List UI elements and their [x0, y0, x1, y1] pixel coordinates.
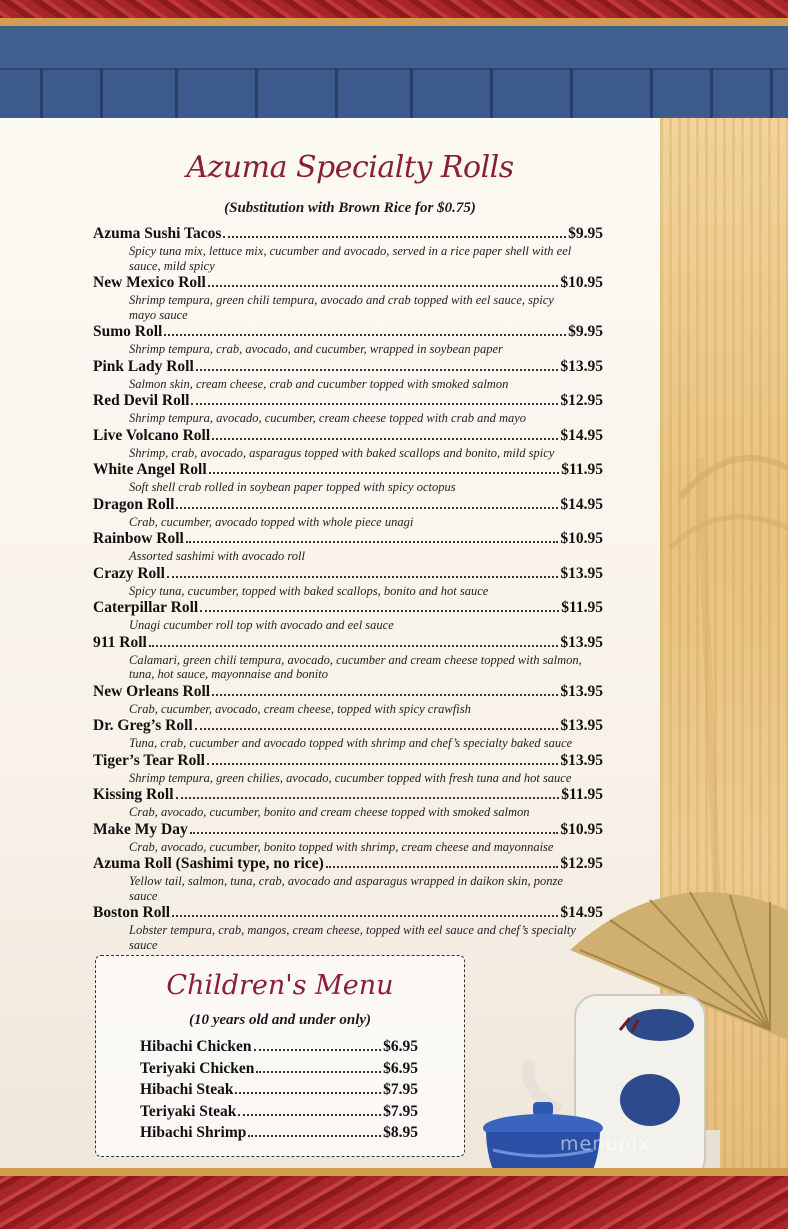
dot-leader [186, 529, 559, 543]
menu-item-name: Kissing Roll [93, 786, 174, 803]
menu-item-row [93, 785, 603, 805]
menu-item-price: $10.95 [560, 820, 603, 838]
dot-leader [326, 854, 559, 868]
menu-item-description: Soft shell crab rolled in soybean paper topped with spicy octopus [129, 480, 456, 494]
menu-item-description: Tuna, crab, cucumber and avocado topped with shrimp and chef’s specialty baked sauce [129, 736, 573, 750]
menu-item-price: $9.95 [568, 323, 603, 340]
menu-item-name: Dragon Roll [93, 495, 175, 513]
menu-item-price: $11.95 [561, 461, 603, 478]
menu-item-row [93, 564, 603, 584]
menu-item [93, 224, 603, 273]
menu-item [93, 273, 603, 322]
childrens-menu-title: Children's Menu [166, 970, 394, 1001]
curtain-slit [255, 68, 258, 118]
specialty-rolls-subtitle: (Substitution with Brown Rice for $0.75) [224, 200, 476, 216]
dot-leader [238, 1103, 381, 1116]
menu-item-description: Shrimp tempura, crab, avocado, and cucumber, wrapped in soybean paper [129, 342, 503, 356]
menu-item-name: Live Volcano Roll [93, 426, 211, 444]
dot-leader [172, 903, 558, 917]
childrens-menu-item [140, 1036, 418, 1058]
menu-item-row [93, 529, 603, 549]
menu-item [93, 529, 603, 564]
curtain-slit [335, 68, 338, 118]
dot-leader [195, 716, 559, 730]
menu-item-price: $13.95 [560, 357, 603, 375]
dot-leader [164, 322, 566, 336]
menu-item-description: Yellow tail, salmon, tuna, crab, avocado and asparagus wrapped in daikon skin, ponze sauce [129, 874, 563, 903]
dot-leader [212, 682, 558, 696]
curtain-slit [410, 68, 413, 118]
menu-item-price: $10.95 [560, 530, 603, 547]
dot-leader [207, 751, 558, 765]
dot-leader [254, 1038, 382, 1051]
menu-item-row [93, 820, 603, 840]
menu-item-description: Spicy tuna, cucumber, topped with baked scallops, bonito and hot sauce [129, 583, 489, 598]
menu-item-name: Sumo Roll [93, 323, 163, 340]
menu-item-price: $14.95 [560, 904, 603, 921]
menu-item-row [93, 633, 603, 653]
menu-item-name: White Angel Roll [93, 461, 207, 478]
menu-item-name: Azuma Roll (Sashimi type, no rice) [93, 855, 324, 872]
watermark-logo: menupix [560, 1133, 650, 1155]
specialty-rolls-title: Azuma Specialty Rolls [186, 150, 514, 185]
curtain-slit [175, 68, 178, 118]
dot-leader [212, 426, 558, 440]
menu-item-row [93, 357, 603, 377]
menu-item-price: $7.95 [383, 1102, 418, 1120]
menu-item-row [93, 391, 603, 411]
dot-leader [191, 391, 558, 405]
menu-item-name: Tiger’s Tear Roll [93, 751, 205, 769]
menu-item-name: Pink Lady Roll [93, 357, 194, 375]
menu-item-price: $14.95 [560, 495, 603, 513]
menu-item-price: $10.95 [560, 274, 603, 291]
menu-item [93, 751, 603, 786]
menu-item-description: Crab, cucumber, avocado, cream cheese, topped with spicy crawfish [129, 701, 471, 716]
menu-item-description: Shrimp, crab, avocado, asparagus topped with baked scallops and bonito, mild spicy [129, 445, 555, 460]
menu-item-price: $9.95 [568, 225, 603, 242]
menu-item [93, 391, 603, 426]
menu-item-description: Spicy tuna mix, lettuce mix, cucumber and avocado, served in a rice paper shell with eel sauce, mild spicy [129, 244, 572, 273]
menu-item-name: Boston Roll [93, 904, 171, 921]
menu-item-name: Hibachi Shrimp [140, 1124, 247, 1141]
top-gold-strip [0, 18, 788, 26]
menu-item-description: Calamari, green chili tempura, avocado, cucumber and cream cheese topped with salmon, tuna, hot sauce, mayonnaise and bonito [129, 652, 582, 681]
menu-item-name: Teriyaki Steak [140, 1102, 237, 1120]
menu-item-row [93, 426, 603, 446]
dot-leader [176, 785, 560, 799]
dot-leader [248, 1124, 381, 1137]
menu-item [93, 598, 603, 633]
menu-item-description: Lobster tempura, crab, mangos, cream cheese, topped with eel sauce and chef’s specialty sauce [129, 923, 576, 952]
menu-item-price: $11.95 [561, 599, 603, 616]
dot-leader [176, 495, 558, 509]
dot-leader [167, 564, 558, 578]
menu-item-name: New Orleans Roll [93, 682, 211, 700]
menu-item-name: Hibachi Chicken [140, 1038, 252, 1055]
curtain-slit [770, 68, 773, 118]
menu-item-name: Make My Day [93, 820, 188, 838]
menu-item-row [93, 716, 603, 736]
menu-item-name: Azuma Sushi Tacos [93, 225, 222, 242]
dot-leader [190, 820, 559, 834]
menu-item-name: Hibachi Steak [140, 1081, 234, 1098]
menu-item-price: $8.95 [383, 1124, 418, 1141]
bottom-gold-strip [0, 1168, 788, 1176]
menu-item-price: $14.95 [560, 426, 603, 444]
menu-item-description: Shrimp tempura, green chili tempura, avocado and crab topped with eel sauce, spicy mayo sauce [129, 293, 554, 322]
menu-item [93, 495, 603, 530]
menu-item-row [93, 598, 603, 618]
dot-leader [235, 1081, 381, 1094]
curtain-slit [650, 68, 653, 118]
menu-item [93, 682, 603, 717]
menu-item-price: $6.95 [383, 1038, 418, 1055]
curtain-slit [710, 68, 713, 118]
menu-item-price: $13.95 [560, 564, 603, 582]
menu-item [93, 322, 603, 357]
menu-item [93, 820, 603, 855]
menu-item-name: Dr. Greg’s Roll [93, 717, 193, 734]
dot-leader [223, 224, 566, 238]
menu-item-description: Crab, avocado, cucumber, bonito and cream cheese topped with smoked salmon [129, 805, 530, 819]
menu-item-price: $13.95 [560, 717, 603, 734]
dot-leader [256, 1060, 381, 1073]
menu-item-description: Shrimp tempura, avocado, cucumber, cream cheese topped with crab and mayo [129, 411, 527, 425]
menu-item-name: Caterpillar Roll [93, 599, 199, 616]
childrens-menu-item [140, 1079, 418, 1101]
menu-item-row [93, 495, 603, 515]
menu-item-name: Rainbow Roll [93, 530, 184, 547]
menu-item-price: $13.95 [560, 751, 603, 769]
menu-item-name: 911 Roll [93, 633, 147, 651]
menu-item-price: $11.95 [561, 786, 603, 803]
dot-leader [208, 273, 559, 287]
menu-item [93, 854, 603, 903]
curtain-slit [40, 68, 43, 118]
menu-item-price: $7.95 [383, 1081, 418, 1098]
menu-item-row [93, 322, 603, 342]
menu-item-description: Assorted sashimi with avocado roll [129, 549, 305, 563]
menu-item [93, 426, 603, 461]
menu-item [93, 903, 603, 952]
dot-leader [149, 633, 559, 647]
menu-item-name: Crazy Roll [93, 564, 165, 582]
specialty-rolls-list [93, 224, 603, 952]
childrens-menu-box [95, 955, 465, 1157]
bottom-decorative-band [0, 1176, 788, 1229]
menu-item-row [93, 682, 603, 702]
menu-item-row [93, 273, 603, 293]
menu-item [93, 357, 603, 392]
menu-item-row [93, 854, 603, 874]
childrens-menu-list [140, 1036, 418, 1144]
menu-item-row [93, 460, 603, 480]
curtain-slit [570, 68, 573, 118]
menu-item-description: Shrimp tempura, green chilies, avocado, cucumber topped with fresh tuna and hot sauce [129, 770, 572, 785]
menu-item-name: New Mexico Roll [93, 274, 206, 291]
childrens-menu-item [140, 1101, 418, 1123]
menu-item-price: $13.95 [560, 682, 603, 700]
curtain-rod [0, 26, 788, 70]
menu-item-description: Salmon skin, cream cheese, crab and cucumber topped with smoked salmon [129, 376, 509, 391]
curtain-slit [100, 68, 103, 118]
childrens-menu-subtitle: (10 years old and under only) [188, 1012, 372, 1028]
menu-item-price: $6.95 [383, 1059, 418, 1077]
menu-item-description: Crab, avocado, cucumber, bonito topped with shrimp, cream cheese and mayonnaise [129, 839, 554, 854]
childrens-menu-item [140, 1058, 418, 1080]
menu-item-row [93, 224, 603, 244]
menu-item-row [93, 903, 603, 923]
menu-item-price: $13.95 [560, 633, 603, 651]
menu-item [93, 564, 603, 599]
menu-item [93, 633, 603, 682]
menu-item-price: $12.95 [560, 855, 603, 872]
menu-item-row [93, 751, 603, 771]
childrens-menu-item [140, 1122, 418, 1144]
menu-item [93, 785, 603, 820]
dot-leader [209, 460, 560, 474]
menu-item-description: Unagi cucumber roll top with avocado and eel sauce [129, 618, 394, 632]
menu-item [93, 460, 603, 495]
menu-item [93, 716, 603, 751]
menu-item-name: Red Devil Roll [93, 392, 190, 409]
dot-leader [200, 598, 559, 612]
dot-leader [196, 357, 559, 371]
curtain-slit [490, 68, 493, 118]
menu-item-price: $12.95 [560, 392, 603, 409]
menu-item-description: Crab, cucumber, avocado topped with whole piece unagi [129, 514, 414, 529]
menu-item-name: Teriyaki Chicken [140, 1059, 255, 1077]
